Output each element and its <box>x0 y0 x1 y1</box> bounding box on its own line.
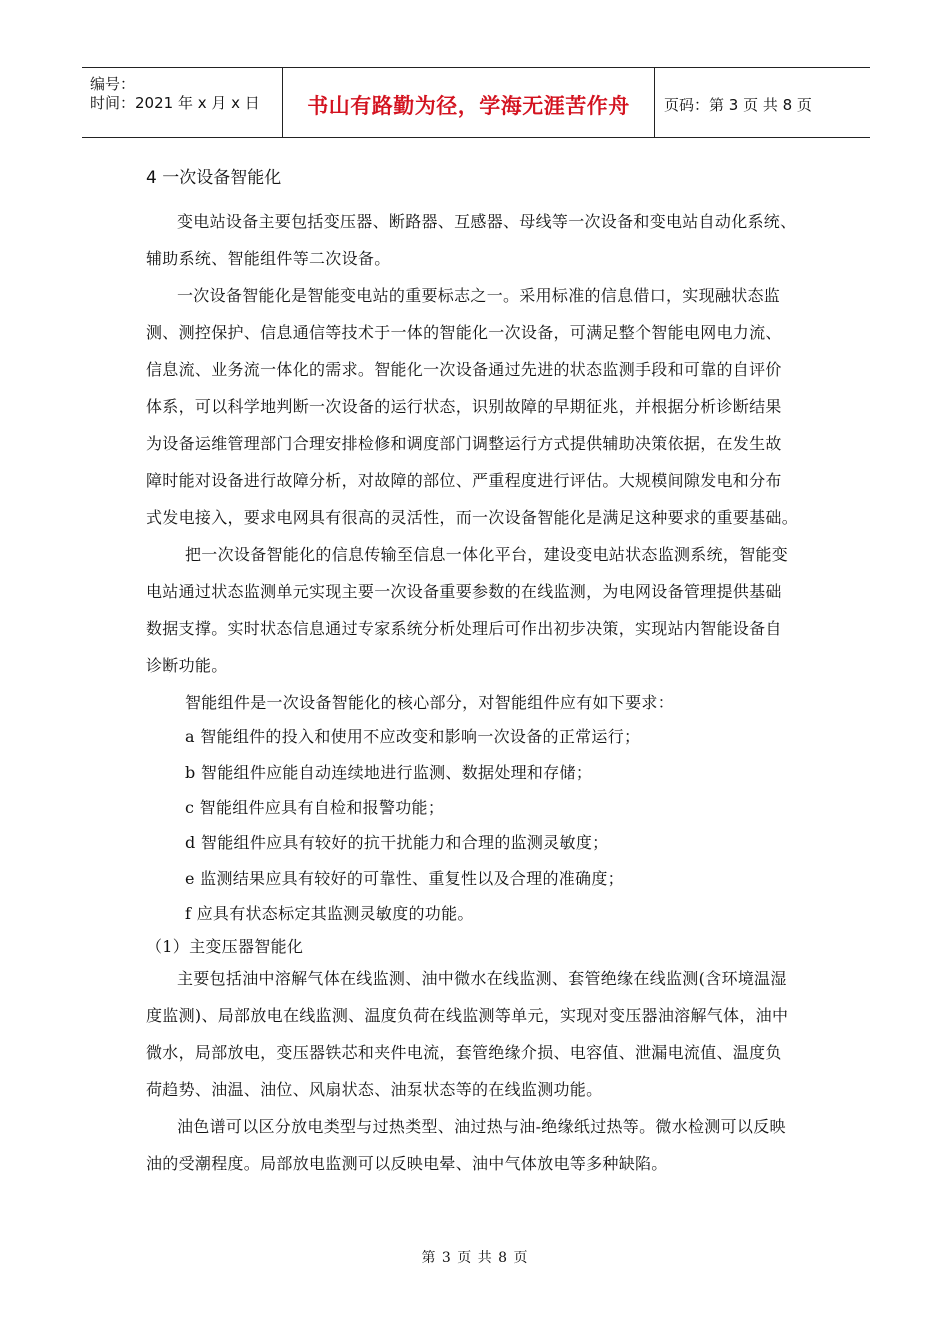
requirement-item: e 监测结果应具有较好的可靠性、重复性以及合理的准确度； <box>185 869 624 888</box>
document-header <box>82 67 870 138</box>
requirement-item: a 智能组件的投入和使用不应改变和影响一次设备的正常运行； <box>185 727 641 746</box>
header-motto-cell <box>283 68 655 137</box>
body-line: 辅助系统、智能组件等二次设备。 <box>146 249 391 268</box>
body-line: 变电站设备主要包括变压器、断路器、互感器、母线等一次设备和变电站自动化系统、 <box>177 212 797 231</box>
body-line: 一次设备智能化是智能变电站的重要标志之一。采用标准的信息借口，实现融状态监 <box>177 286 781 305</box>
body-line: 信息流、业务流一体化的需求。智能化一次设备通过先进的状态监测手段和可靠的自评价 <box>146 360 782 379</box>
header-meta-cell <box>82 68 283 137</box>
serial-label: 编号： <box>90 75 136 93</box>
body-line: 微水，局部放电，变压器铁芯和夹件电流，套管绝缘介损、电容值、泄漏电流值、温度负 <box>146 1043 782 1062</box>
body-line: 障时能对设备进行故障分析，对故障的部位、严重程度进行评估。大规模间隙发电和分布 <box>146 471 782 490</box>
body-line: 油的受潮程度。局部放电监测可以反映电晕、油中气体放电等多种缺陷。 <box>146 1154 668 1173</box>
body-line: 智能组件是一次设备智能化的核心部分，对智能组件应有如下要求： <box>185 693 675 712</box>
requirement-item: d 智能组件应具有较好的抗干扰能力和合理的监测灵敏度； <box>185 833 609 852</box>
body-line: 为设备运维管理部门合理安排检修和调度部门调整运行方式提供辅助决策依据，在发生故 <box>146 434 782 453</box>
header-motto: 书山有路勤为径，学海无涯苦作舟 <box>307 94 630 118</box>
body-line: 度监测)、局部放电在线监测、温度负荷在线监测等单元，实现对变压器油溶解气体，油中 <box>146 1006 789 1025</box>
header-page-info: 页码：第 3 页 共 8 页 <box>664 96 812 114</box>
date-label: 时间：2021 年 x 月 x 日 <box>90 94 260 112</box>
body-line: 油色谱可以区分放电类型与过热类型、油过热与油-绝缘纸过热等。微水检测可以反映 <box>177 1117 786 1136</box>
body-line: 荷趋势、油温、油位、风扇状态、油泵状态等的在线监测功能。 <box>146 1080 603 1099</box>
subsection-title: （1）主变压器智能化 <box>146 937 304 956</box>
body-line: 电站通过状态监测单元实现主要一次设备重要参数的在线监测，为电网设备管理提供基础 <box>146 582 782 601</box>
header-page-cell <box>655 68 870 137</box>
page-footer: 第 3 页 共 8 页 <box>421 1250 529 1266</box>
body-line: 主要包括油中溶解气体在线监测、油中微水在线监测、套管绝缘在线监测(含环境温湿 <box>177 969 787 988</box>
requirement-item: b 智能组件应能自动连续地进行监测、数据处理和存储； <box>185 763 593 782</box>
requirement-item: f 应具有状态标定其监测灵敏度的功能。 <box>185 904 474 923</box>
requirement-item: c 智能组件应具有自检和报警功能； <box>185 798 445 817</box>
body-line: 测、测控保护、信息通信等技术于一体的智能化一次设备，可满足整个智能电网电力流、 <box>146 323 782 342</box>
body-line: 把一次设备智能化的信息传输至信息一体化平台，建设变电站状态监测系统，智能变 <box>185 545 789 564</box>
body-line: 体系，可以科学地判断一次设备的运行状态，识别故障的早期征兆，并根据分析诊断结果 <box>146 397 782 416</box>
body-line: 诊断功能。 <box>146 656 228 675</box>
body-line: 式发电接入，要求电网具有很高的灵活性，而一次设备智能化是满足这种要求的重要基础。 <box>146 508 799 527</box>
body-line: 数据支撑。实时状态信息通过专家系统分析处理后可作出初步决策，实现站内智能设备自 <box>146 619 782 638</box>
section-title: 4 一次设备智能化 <box>146 168 282 188</box>
